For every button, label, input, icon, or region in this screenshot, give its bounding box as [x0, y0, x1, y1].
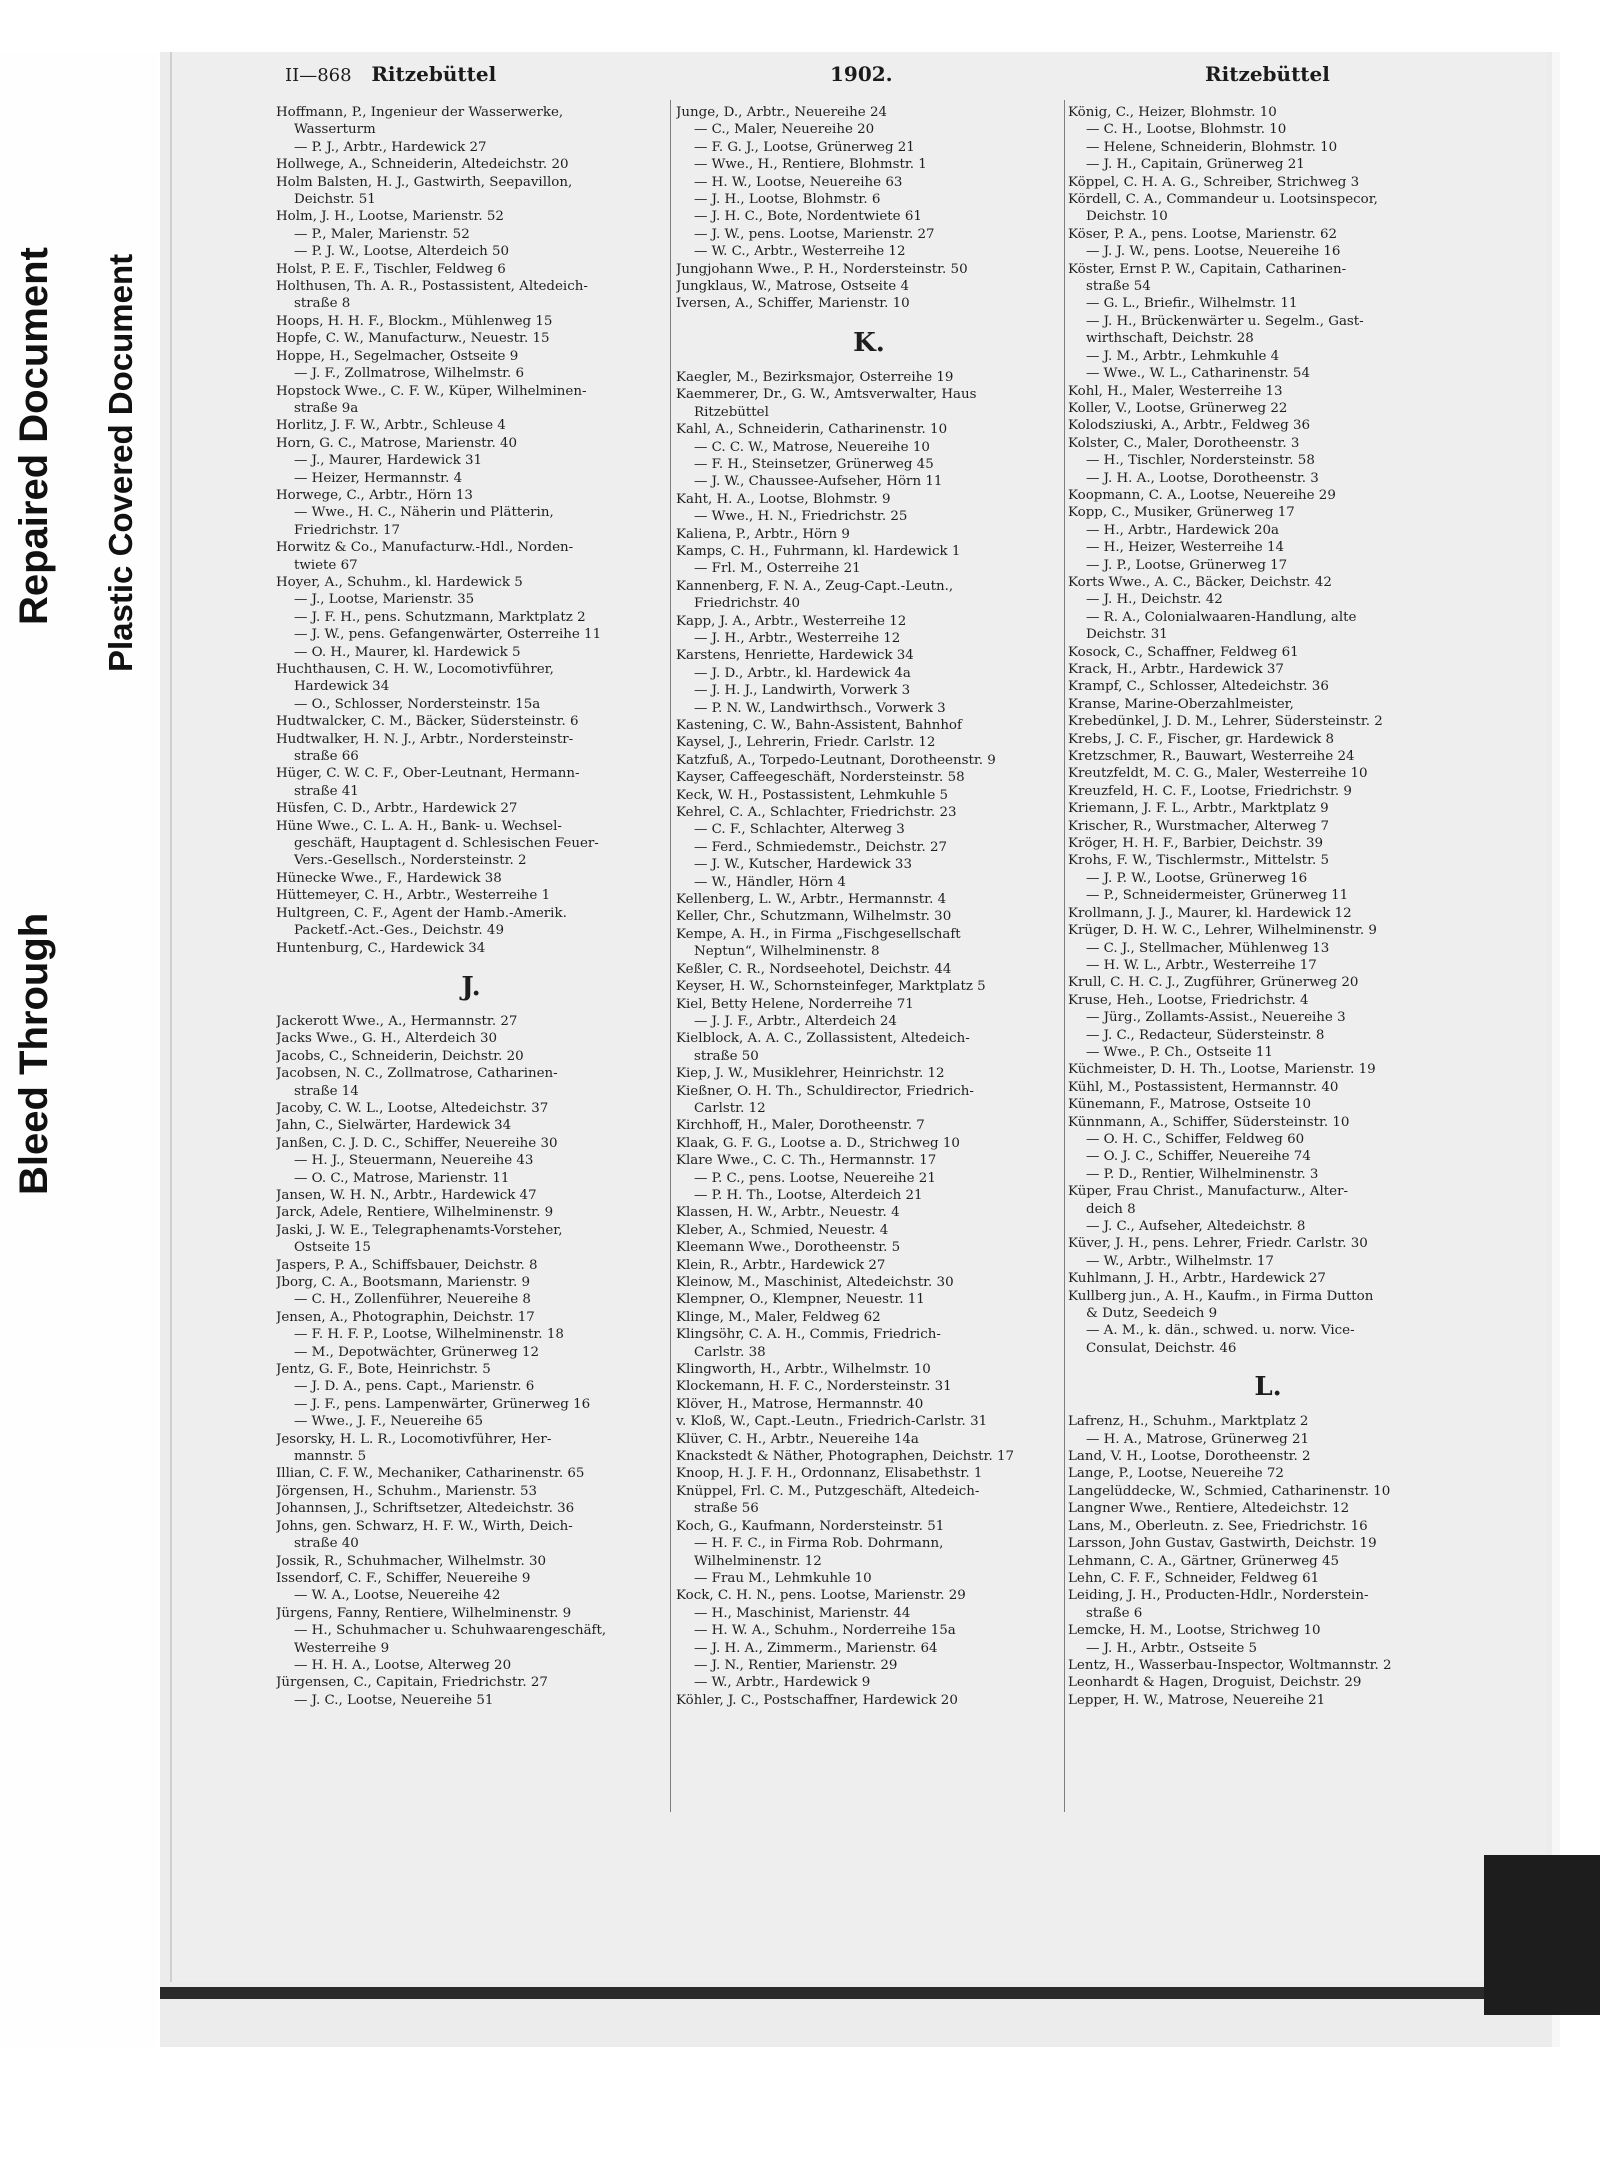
directory-entry: Holm, J. H., Lootse, Marienstr. 52 [276, 209, 504, 225]
directory-entry: Lafrenz, H., Schuhm., Marktplatz 2 [1068, 1414, 1309, 1430]
directory-entry: Klingsöhr, C. A. H., Commis, Friedrich- [676, 1327, 941, 1343]
directory-entry: — O. J. C., Schiffer, Neuereihe 74 [1086, 1149, 1311, 1165]
directory-entry: Jahn, C., Sielwärter, Hardewick 34 [276, 1118, 512, 1134]
directory-entry: mannstr. 5 [294, 1449, 367, 1465]
directory-entry: Koch, G., Kaufmann, Nordersteinstr. 51 [676, 1518, 945, 1534]
directory-entry: Junge, D., Arbtr., Neuereihe 24 [676, 105, 888, 120]
directory-entry: Carlstr. 12 [694, 1100, 766, 1116]
directory-entry: v. Kloß, W., Capt.-Leutn., Friedrich-Carlstr. 31 [676, 1414, 988, 1430]
scan-corner-shadow [1484, 1855, 1600, 2015]
directory-entry: — W., Arbtr., Hardewick 9 [694, 1675, 871, 1691]
directory-entry: Jürgens, Fanny, Rentiere, Wilhelminenstr. 9 [276, 1605, 572, 1621]
directory-entry: — M., Depotwächter, Grünerweg 12 [294, 1344, 540, 1360]
directory-entry: Iversen, A., Schiffer, Marienstr. 10 [676, 296, 910, 312]
directory-entry: — J. H., Deichstr. 42 [1086, 592, 1223, 608]
directory-entry: — J. F., pens. Lampenwärter, Grünerweg 16 [294, 1396, 591, 1412]
directory-entry: Küchmeister, D. H. Th., Lootse, Marienstr. 19 [1068, 1062, 1376, 1078]
directory-entry: Künemann, F., Matrose, Ostseite 10 [1068, 1097, 1312, 1113]
directory-entry: Langner Wwe., Rentiere, Altedeichstr. 12 [1068, 1501, 1350, 1517]
directory-entry: — J. C., Redacteur, Südersteinstr. 8 [1086, 1027, 1325, 1043]
directory-entry: Krack, H., Arbtr., Hardewick 37 [1068, 662, 1284, 677]
directory-entry: Kießner, O. H. Th., Schuldirector, Friedrich- [676, 1083, 974, 1099]
directory-entry: — J. F. H., pens. Schutzmann, Marktplatz 2 [294, 609, 586, 625]
directory-entry: straße 54 [1086, 279, 1151, 295]
directory-entry: — Wwe., J. F., Neuereihe 65 [294, 1414, 484, 1430]
directory-entry: Kellenberg, L. W., Arbtr., Hermannstr. 4 [676, 892, 947, 908]
directory-entry: Jacobs, C., Schneiderin, Deichstr. 20 [276, 1048, 524, 1064]
directory-entry: — J. W., Kutscher, Hardewick 33 [694, 857, 912, 873]
directory-entry: — J. H., Capitain, Grünerweg 21 [1086, 157, 1305, 173]
directory-entry: Kannenberg, F. N. A., Zeug-Capt.-Leutn., [676, 578, 954, 594]
directory-entry: — J. H. A., Zimmerm., Marienstr. 64 [694, 1640, 938, 1656]
directory-entry: Kaysel, J., Lehrerin, Friedr. Carlstr. 12 [676, 735, 936, 751]
directory-entry: — Frl. M., Osterreihe 21 [694, 561, 861, 577]
directory-entry: Friedrichstr. 17 [294, 522, 401, 538]
directory-entry: Kaliena, P., Arbtr., Hörn 9 [676, 526, 850, 542]
directory-entry: straße 6 [1086, 1605, 1143, 1621]
directory-entry: — Wwe., H. N., Friedrichstr. 25 [694, 509, 908, 525]
directory-entry: — H., Arbtr., Hardewick 20a [1086, 522, 1280, 538]
directory-entry: Jaspers, P. A., Schiffsbauer, Deichstr. 8 [276, 1257, 538, 1273]
directory-column-3 [1068, 104, 1468, 1709]
directory-entry: Hüne Wwe., C. L. A. H., Bank- u. Wechsel- [276, 818, 562, 834]
directory-entry: Jungjohann Wwe., P. H., Nordersteinstr. 50 [676, 261, 968, 277]
directory-entry: Jossik, R., Schuhmacher, Wilhelmstr. 30 [276, 1553, 547, 1569]
directory-entry: Lentz, H., Wasserbau-Inspector, Woltmannstr. 2 [1068, 1657, 1392, 1673]
directory-entry: Land, V. H., Lootse, Dorotheenstr. 2 [1068, 1449, 1311, 1465]
top-margin [0, 0, 1600, 52]
directory-column-1 [276, 104, 666, 1709]
directory-entry: — J. C., Aufseher, Altedeichstr. 8 [1086, 1219, 1306, 1234]
directory-entry: — J. J. W., pens. Lootse, Neuereihe 16 [1086, 244, 1341, 260]
directory-entry: Neptun“, Wilhelminenstr. 8 [694, 944, 880, 960]
directory-entry: Knüppel, Frl. C. M., Putzgeschäft, Altedeich- [676, 1483, 980, 1499]
directory-entry: — J. P., Lootse, Grünerweg 17 [1086, 557, 1288, 573]
directory-entry: straße 50 [694, 1048, 759, 1064]
directory-entry: Leonhardt & Hagen, Droguist, Deichstr. 29 [1068, 1675, 1362, 1691]
directory-entry: deich 8 [1086, 1201, 1136, 1217]
directory-entry: & Dutz, Seedeich 9 [1086, 1306, 1218, 1322]
directory-entry: — J. W., pens. Lootse, Marienstr. 27 [694, 226, 935, 242]
directory-entry: Korts Wwe., A. C., Bäcker, Deichstr. 42 [1068, 574, 1332, 590]
directory-entry: — P. C., pens. Lootse, Neuereihe 21 [694, 1170, 936, 1186]
directory-entry: Jungklaus, W., Matrose, Ostseite 4 [676, 279, 910, 295]
directory-entry: Kayser, Caffeegeschäft, Nordersteinstr. 58 [676, 770, 965, 786]
directory-entry: — J., Lootse, Marienstr. 35 [294, 592, 475, 608]
directory-entry: Ostseite 15 [294, 1240, 371, 1256]
directory-entry: — O. H. C., Schiffer, Feldweg 60 [1086, 1131, 1305, 1147]
place-name-left: Ritzebüttel [371, 62, 497, 86]
directory-entry: — J. J. F., Arbtr., Alterdeich 24 [694, 1013, 897, 1029]
directory-entry: straße 66 [294, 749, 359, 765]
directory-entry: Lange, P., Lootse, Neuereihe 72 [1068, 1466, 1284, 1482]
directory-entry: Wasserturm [294, 122, 376, 138]
directory-entry: Karstens, Henriette, Hardewick 34 [676, 648, 914, 664]
directory-entry: — J. C., Lootse, Neuereihe 51 [294, 1692, 494, 1708]
directory-entry: Jörgensen, H., Schuhm., Marienstr. 53 [276, 1483, 538, 1499]
directory-entry: Kuhlmann, J. H., Arbtr., Hardewick 27 [1068, 1271, 1326, 1287]
directory-entry: Wilhelminenstr. 12 [694, 1553, 822, 1569]
directory-entry: Hüttemeyer, C. H., Arbtr., Westerreihe 1 [276, 888, 551, 904]
directory-entry: — O., Schlosser, Nordersteinstr. 15a [294, 696, 541, 712]
directory-entry: — J., Maurer, Hardewick 31 [294, 453, 483, 469]
directory-entry: Huntenburg, C., Hardewick 34 [276, 940, 486, 956]
directory-entry: Holm Balsten, H. J., Gastwirth, Seepavillon, [276, 174, 573, 190]
directory-entry: Kördell, C. A., Commandeur u. Lootsinspecor, [1068, 192, 1378, 208]
directory-entry: — H., Tischler, Nordersteinstr. 58 [1086, 453, 1315, 469]
directory-entry: Hoppe, H., Segelmacher, Ostseite 9 [276, 348, 519, 364]
directory-entry: — J. P. W., Lootse, Grünerweg 16 [1086, 870, 1308, 886]
directory-entry: — G. L., Briefir., Wilhelmstr. 11 [1086, 296, 1298, 312]
directory-entry: — J. W., Chaussee-Aufseher, Hörn 11 [694, 474, 943, 490]
directory-entry: Lehn, C. F. F., Schneider, Feldweg 61 [1068, 1570, 1320, 1586]
directory-entry: — C. F., Schlachter, Alterweg 3 [694, 822, 905, 838]
directory-entry: Köppel, C. H. A. G., Schreiber, Strichweg 3 [1068, 174, 1360, 190]
directory-entry: Westerreihe 9 [294, 1640, 390, 1656]
directory-entry: Hoops, H. H. F., Blockm., Mühlenweg 15 [276, 313, 553, 329]
directory-entry: Krampf, C., Schlosser, Altedeichstr. 36 [1068, 679, 1329, 695]
directory-entry: Jackerott Wwe., A., Hermannstr. 27 [276, 1013, 518, 1029]
directory-entry: Kühl, M., Postassistent, Hermannstr. 40 [1068, 1079, 1339, 1095]
directory-entry: Kaht, H. A., Lootse, Blohmstr. 9 [676, 491, 891, 507]
section-letter: L. [1254, 1372, 1282, 1403]
directory-entry: — P., Schneidermeister, Grünerweg 11 [1086, 888, 1349, 904]
directory-entry: — J. D. A., pens. Capt., Marienstr. 6 [294, 1379, 535, 1395]
directory-entry: Horwitz & Co., Manufacturw.-Hdl., Norden- [276, 540, 574, 556]
directory-entry: Lans, M., Oberleutn. z. See, Friedrichstr. 16 [1068, 1518, 1368, 1534]
directory-entry: twiete 67 [294, 557, 358, 573]
directory-entry: Keßler, C. R., Nordseehotel, Deichstr. 44 [676, 961, 952, 977]
directory-entry: Krohs, F. W., Tischlermstr., Mittelstr. 5 [1068, 853, 1330, 869]
directory-entry: — W. C., Arbtr., Westerreihe 12 [694, 244, 906, 260]
directory-entry: Jensen, A., Photographin, Deichstr. 17 [276, 1309, 535, 1325]
directory-entry: Klaak, G. F. G., Lootse a. D., Strichweg 10 [676, 1135, 960, 1151]
directory-entry: Huchthausen, C. H. W., Locomotivführer, [276, 662, 554, 677]
directory-entry: — W., Händler, Hörn 4 [694, 874, 846, 890]
plastic-covered-label: Plastic Covered Document [102, 253, 139, 672]
directory-entry: Horwege, C., Arbtr., Hörn 13 [276, 487, 473, 503]
directory-entry: Hudtwalcker, C. M., Bäcker, Südersteinstr. 6 [276, 714, 579, 730]
directory-entry: — J. H., Arbtr., Westerreihe 12 [694, 630, 901, 646]
directory-entry: — J. H. A., Lootse, Dorotheenstr. 3 [1086, 470, 1319, 486]
directory-entry: Janßen, C. J. D. C., Schiffer, Neuereihe 30 [276, 1135, 558, 1151]
directory-entry: Lehmann, C. A., Gärtner, Grünerweg 45 [1068, 1553, 1339, 1569]
directory-entry: Jürgensen, C., Capitain, Friedrichstr. 27 [276, 1675, 548, 1691]
directory-entry: Deichstr. 10 [1086, 209, 1168, 225]
directory-entry: Consulat, Deichstr. 46 [1086, 1340, 1237, 1356]
directory-entry: — H., Heizer, Westerreihe 14 [1086, 540, 1285, 556]
directory-entry: — H. W., Lootse, Neuereihe 63 [694, 174, 903, 190]
directory-entry: Hoyer, A., Schuhm., kl. Hardewick 5 [276, 574, 523, 590]
directory-entry: Packetf.-Act.-Ges., Deichstr. 49 [294, 923, 504, 939]
directory-entry: Hudtwalker, H. N. J., Arbtr., Nordersteinstr- [276, 731, 574, 747]
directory-entry: — P. D., Rentier, Wilhelminenstr. 3 [1086, 1166, 1319, 1182]
directory-entry: Hoffmann, P., Ingenieur der Wasserwerke, [276, 105, 564, 120]
directory-entry: — Wwe., P. Ch., Ostseite 11 [1086, 1044, 1273, 1060]
directory-entry: Hüger, C. W. C. F., Ober-Leutnant, Hermann- [276, 766, 580, 782]
place-name-right: Ritzebüttel [1205, 62, 1330, 86]
directory-entry: Jacks Wwe., G. H., Alterdeich 30 [276, 1031, 498, 1047]
directory-entry: Kolster, C., Maler, Dorotheenstr. 3 [1068, 435, 1300, 451]
directory-entry: — Wwe., H., Rentiere, Blohmstr. 1 [694, 157, 927, 173]
section-letter: K. [853, 327, 885, 358]
directory-entry: Kehrel, C. A., Schlachter, Friedrichstr. 23 [676, 805, 957, 821]
section-letter: J. [461, 971, 481, 1002]
directory-entry: Deichstr. 31 [1086, 627, 1168, 643]
directory-entry: — J. H., Brückenwärter u. Segelm., Gast- [1086, 313, 1364, 329]
directory-entry: Carlstr. 38 [694, 1344, 766, 1360]
directory-entry: — P., Maler, Marienstr. 52 [294, 226, 470, 242]
directory-entry: Kranse, Marine-Oberzahlmeister, [1068, 696, 1294, 712]
directory-entry: — O. H., Maurer, kl. Hardewick 5 [294, 644, 521, 660]
directory-entry: — Wwe., H. C., Näherin und Plätterin, [294, 505, 554, 521]
directory-entry: — F. G. J., Lootse, Grünerweg 21 [694, 139, 915, 155]
directory-entry: Kock, C. H. N., pens. Lootse, Marienstr. 29 [676, 1588, 966, 1604]
directory-entry: Kreutzfeldt, M. C. G., Maler, Westerreihe 10 [1068, 766, 1368, 782]
directory-entry: — C., Maler, Neuereihe 20 [694, 122, 875, 138]
directory-entry: — P. J. W., Lootse, Alterdeich 50 [294, 244, 510, 260]
directory-entry: — C. H., Zollenführer, Neuereihe 8 [294, 1292, 531, 1308]
directory-entry: Kullberg jun., A. H., Kaufm., in Firma Dutton [1068, 1288, 1374, 1304]
directory-entry: Jacoby, C. W. L., Lootse, Altedeichstr. 37 [276, 1100, 549, 1116]
directory-entry: — W. A., Lootse, Neuereihe 42 [294, 1588, 501, 1604]
directory-entry: — H. W. A., Schuhm., Norderreihe 15a [694, 1623, 956, 1639]
directory-entry: Krull, C. H. C. J., Zugführer, Grünerweg 20 [1068, 975, 1359, 991]
directory-entry: Knoop, H. J. F. H., Ordonnanz, Elisabethstr. 1 [676, 1466, 983, 1482]
directory-entry: wirthschaft, Deichstr. 28 [1086, 331, 1254, 347]
directory-entry: — C. C. W., Matrose, Neuereihe 10 [694, 439, 930, 455]
directory-entry: Holst, P. E. F., Tischler, Feldweg 6 [276, 261, 506, 277]
directory-entry: Jaski, J. W. E., Telegraphenamts-Vorsteher, [276, 1222, 563, 1238]
directory-entry: Kirchhoff, H., Maler, Dorotheenstr. 7 [676, 1118, 925, 1134]
scan-right-edge [1552, 52, 1560, 2047]
directory-entry: — H. F. C., in Firma Rob. Dohrmann, [694, 1536, 944, 1552]
directory-entry: — P. N. W., Landwirthsch., Vorwerk 3 [694, 700, 946, 716]
directory-entry: Lepper, H. W., Matrose, Neuereihe 21 [1068, 1692, 1326, 1708]
directory-entry: Holthusen, Th. A. R., Postassistent, Altedeich- [276, 279, 588, 295]
directory-entry: Klare Wwe., C. C. Th., Hermannstr. 17 [676, 1153, 937, 1169]
directory-entry: straße 40 [294, 1536, 359, 1552]
directory-entry: Vers.-Gesellsch., Nordersteinstr. 2 [294, 853, 527, 869]
directory-entry: — J. H., Lootse, Blohmstr. 6 [694, 192, 881, 208]
directory-entry: Klempner, O., Klempner, Neuestr. 11 [676, 1292, 925, 1308]
directory-entry: Hopfe, C. W., Manufacturw., Neuestr. 15 [276, 331, 550, 347]
directory-entry: Hopstock Wwe., C. F. W., Küper, Wilhelminen- [276, 383, 587, 399]
directory-entry: — Jürg., Zollamts-Assist., Neuereihe 3 [1086, 1010, 1346, 1026]
directory-entry: straße 9a [294, 400, 359, 416]
directory-entry: Küper, Frau Christ., Manufacturw., Alter- [1068, 1184, 1349, 1200]
directory-entry: Horn, G. C., Matrose, Marienstr. 40 [276, 435, 518, 451]
directory-entry: Knackstedt & Näther, Photographen, Deichstr. 17 [676, 1449, 1015, 1465]
directory-entry: Kempe, A. H., in Firma „Fischgesellschaft [676, 926, 961, 942]
directory-entry: — H. J., Steuermann, Neuereihe 43 [294, 1153, 534, 1169]
page-year: 1902. [830, 62, 893, 86]
directory-entry: Hardewick 34 [294, 679, 390, 695]
directory-entry: — P. H. Th., Lootse, Alterdeich 21 [694, 1187, 923, 1203]
directory-entry: Krebedünkel, J. D. M., Lehrer, Südersteinstr. 2 [1068, 714, 1383, 730]
directory-entry: Deichstr. 51 [294, 192, 376, 208]
directory-entry: — J. F., Zollmatrose, Wilhelmstr. 6 [294, 366, 525, 382]
directory-entry: straße 41 [294, 783, 359, 799]
directory-entry: Kopp, C., Musiker, Grünerweg 17 [1068, 505, 1295, 521]
directory-entry: Kastening, C. W., Bahn-Assistent, Bahnhof [676, 718, 962, 733]
directory-entry: Kahl, A., Schneiderin, Catharinenstr. 10 [676, 422, 948, 438]
directory-entry: Jentz, G. F., Bote, Heinrichstr. 5 [276, 1362, 491, 1378]
directory-entry: Jacobsen, N. C., Zollmatrose, Catharinen- [276, 1066, 558, 1082]
directory-entry: — J. W., pens. Gefangenwärter, Osterreihe 11 [294, 627, 602, 643]
directory-entry: Kleinow, M., Maschinist, Altedeichstr. 30 [676, 1275, 954, 1290]
directory-entry: Issendorf, C. F., Schiffer, Neuereihe 9 [276, 1570, 531, 1586]
directory-entry: Kruse, Heh., Lootse, Friedrichstr. 4 [1068, 992, 1309, 1008]
directory-entry: Kamps, C. H., Fuhrmann, kl. Hardewick 1 [676, 543, 961, 559]
directory-entry: — C. H., Lootse, Blohmstr. 10 [1086, 122, 1287, 138]
directory-entry: — Heizer, Hermannstr. 4 [294, 470, 463, 486]
directory-entry: Klöver, H., Matrose, Hermannstr. 40 [676, 1396, 924, 1412]
directory-entry: Kreuzfeld, H. C. F., Lootse, Friedrichstr. 9 [1068, 783, 1352, 799]
column-divider [1064, 100, 1065, 1812]
directory-entry: Keller, Chr., Schutzmann, Wilhelmstr. 30 [676, 909, 952, 925]
directory-entry: Krollmann, J. J., Maurer, kl. Hardewick 12 [1068, 905, 1352, 921]
directory-entry: Hollwege, A., Schneiderin, Altedeichstr. 20 [276, 157, 569, 173]
directory-entry: Kiep, J. W., Musiklehrer, Heinrichstr. 12 [676, 1066, 945, 1082]
directory-entry: — Helene, Schneiderin, Blohmstr. 10 [1086, 139, 1338, 155]
directory-entry: Köhler, J. C., Postschaffner, Hardewick 20 [676, 1692, 958, 1708]
directory-entry: Koopmann, C. A., Lootse, Neuereihe 29 [1068, 487, 1336, 503]
directory-entry: — J. H. C., Bote, Nordentwiete 61 [694, 209, 922, 225]
directory-entry: — F. H. F. P., Lootse, Wilhelminenstr. 18 [294, 1327, 564, 1343]
directory-entry: Kohl, H., Maler, Westerreihe 13 [1068, 383, 1283, 399]
directory-entry: Kaemmerer, Dr., G. W., Amtsverwalter, Haus [676, 387, 977, 403]
directory-entry: Küver, J. H., pens. Lehrer, Friedr. Carlstr. 30 [1068, 1236, 1368, 1252]
directory-entry: Koller, V., Lootse, Grünerweg 22 [1068, 400, 1288, 416]
directory-entry: Krischer, R., Wurstmacher, Alterweg 7 [1068, 818, 1329, 834]
directory-column-2 [676, 104, 1062, 1709]
directory-entry: Klingworth, H., Arbtr., Wilhelmstr. 10 [676, 1362, 931, 1378]
directory-entry: — J. N., Rentier, Marienstr. 29 [694, 1657, 898, 1673]
directory-entry: Klinge, M., Maler, Feldweg 62 [676, 1309, 881, 1325]
directory-entry: Kleber, A., Schmied, Neuestr. 4 [676, 1222, 889, 1238]
directory-entry: Künnmann, A., Schiffer, Südersteinstr. 10 [1068, 1114, 1350, 1130]
directory-entry: Hüsfen, C. D., Arbtr., Hardewick 27 [276, 801, 518, 817]
directory-entry: — H. W. L., Arbtr., Westerreihe 17 [1086, 957, 1317, 973]
directory-entry: Klein, R., Arbtr., Hardewick 27 [676, 1257, 886, 1273]
directory-entry: Jesorsky, H. L. R., Locomotivführer, Her- [276, 1431, 552, 1447]
directory-entry: — J. D., Arbtr., kl. Hardewick 4a [694, 665, 911, 681]
directory-entry: Langelüddecke, W., Schmied, Catharinenstr. 10 [1068, 1483, 1391, 1499]
directory-entry: Klüver, C. H., Arbtr., Neuereihe 14a [676, 1431, 919, 1447]
directory-entry: Kaegler, M., Bezirksmajor, Osterreihe 19 [676, 369, 954, 385]
directory-entry: Krüger, D. H. W. C., Lehrer, Wilhelminenstr. 9 [1068, 923, 1377, 939]
directory-entry: — H. H. A., Lootse, Alterweg 20 [294, 1657, 512, 1673]
directory-entry: Kretzschmer, R., Bauwart, Westerreihe 24 [1068, 749, 1355, 765]
directory-entry: Larsson, John Gustav, Gastwirth, Deichstr. 19 [1068, 1536, 1377, 1552]
directory-entry: Kielblock, A. A. C., Zollassistent, Altedeich- [676, 1031, 970, 1047]
directory-entry: Lemcke, H. M., Lootse, Strichweg 10 [1068, 1623, 1321, 1639]
directory-entry: Keck, W. H., Postassistent, Lehmkuhle 5 [676, 787, 949, 803]
directory-entry: — A. M., k. dän., schwed. u. norw. Vice- [1086, 1323, 1355, 1339]
directory-entry: — O. C., Matrose, Marienstr. 11 [294, 1170, 510, 1186]
directory-entry: — H. A., Matrose, Grünerweg 21 [1086, 1431, 1310, 1447]
directory-entry: Horlitz, J. F. W., Arbtr., Schleuse 4 [276, 418, 506, 434]
directory-entry: Kleemann Wwe., Dorotheenstr. 5 [676, 1240, 901, 1256]
directory-entry: Kolodsziuski, A., Arbtr., Feldweg 36 [1068, 418, 1310, 434]
directory-entry: Kapp, J. A., Arbtr., Westerreihe 12 [676, 613, 907, 629]
scan-bottom-edge [160, 1987, 1485, 1999]
directory-entry: — R. A., Colonialwaaren-Handlung, alte [1086, 609, 1357, 625]
directory-entry: — H., Maschinist, Marienstr. 44 [694, 1605, 911, 1621]
directory-entry: Friedrichstr. 40 [694, 596, 801, 612]
directory-entry: Kosock, C., Schaffner, Feldweg 61 [1068, 644, 1299, 660]
directory-entry: Hünecke Wwe., F., Hardewick 38 [276, 870, 502, 886]
directory-entry: — C. J., Stellmacher, Mühlenweg 13 [1086, 940, 1330, 956]
directory-entry: Hultgreen, C. F., Agent der Hamb.-Amerik. [276, 905, 567, 921]
directory-entry: — J. M., Arbtr., Lehmkuhle 4 [1086, 348, 1280, 364]
directory-entry: König, C., Heizer, Blohmstr. 10 [1068, 105, 1277, 120]
directory-entry: Kröger, H. H. F., Barbier, Deichstr. 39 [1068, 836, 1324, 852]
directory-entry: — P. J., Arbtr., Hardewick 27 [294, 139, 487, 155]
directory-entry: Keyser, H. W., Schornsteinfeger, Marktplatz 5 [676, 979, 986, 995]
directory-entry: Kriemann, J. F. L., Arbtr., Marktplatz 9 [1068, 801, 1329, 817]
repaired-document-label: Repaired Document [12, 247, 56, 625]
bleed-through-label: Bleed Through [12, 912, 56, 1195]
directory-entry: — H., Schuhmacher u. Schuhwaarengeschäft, [294, 1623, 607, 1639]
directory-entry: Köser, P. A., pens. Lootse, Marienstr. 62 [1068, 226, 1338, 242]
directory-entry: — J. H. J., Landwirth, Vorwerk 3 [694, 683, 911, 699]
directory-entry: straße 56 [694, 1501, 759, 1517]
directory-entry: straße 14 [294, 1083, 359, 1099]
directory-entry: — J. H., Arbtr., Ostseite 5 [1086, 1640, 1258, 1656]
page-header-left [285, 62, 496, 86]
directory-entry: Klockemann, H. F. C., Nordersteinstr. 31 [676, 1379, 952, 1395]
directory-entry: — W., Arbtr., Wilhelmstr. 17 [1086, 1253, 1274, 1269]
directory-entry: Johns, gen. Schwarz, H. F. W., Wirth, Deich- [276, 1518, 573, 1534]
directory-entry: Katzfuß, A., Torpedo-Leutnant, Dorotheenstr. 9 [676, 752, 996, 768]
directory-entry: Leiding, J. H., Producten-Hdlr., Norderstein- [1068, 1588, 1369, 1604]
directory-entry: — Frau M., Lehmkuhle 10 [694, 1570, 872, 1586]
directory-entry: Krebs, J. C. F., Fischer, gr. Hardewick 8 [1068, 731, 1335, 747]
directory-entry: — F. H., Steinsetzer, Grünerweg 45 [694, 456, 934, 472]
directory-entry: Jborg, C. A., Bootsmann, Marienstr. 9 [276, 1275, 531, 1290]
directory-entry: straße 8 [294, 296, 351, 312]
column-divider [670, 100, 671, 1812]
directory-entry: Jansen, W. H. N., Arbtr., Hardewick 47 [276, 1187, 537, 1203]
directory-entry: Klassen, H. W., Arbtr., Neuestr. 4 [676, 1205, 900, 1221]
directory-entry: — Wwe., W. L., Catharinenstr. 54 [1086, 366, 1310, 382]
directory-entry: Jarck, Adele, Rentiere, Wilhelminenstr. 9 [276, 1205, 554, 1221]
directory-entry: Kiel, Betty Helene, Norderreihe 71 [676, 996, 914, 1012]
directory-entry: Ritzebüttel [694, 404, 769, 420]
directory-entry: geschäft, Hauptagent d. Schlesischen Feuer- [294, 836, 599, 852]
directory-entry: Illian, C. F. W., Mechaniker, Catharinenstr. 65 [276, 1466, 585, 1482]
directory-entry: Johannsen, J., Schriftsetzer, Altedeichstr. 36 [276, 1501, 575, 1517]
directory-entry: — Ferd., Schmiedemstr., Deichstr. 27 [694, 839, 948, 855]
page-number: II—868 [285, 65, 352, 86]
directory-entry: Köster, Ernst P. W., Capitain, Catharinen- [1068, 261, 1347, 277]
